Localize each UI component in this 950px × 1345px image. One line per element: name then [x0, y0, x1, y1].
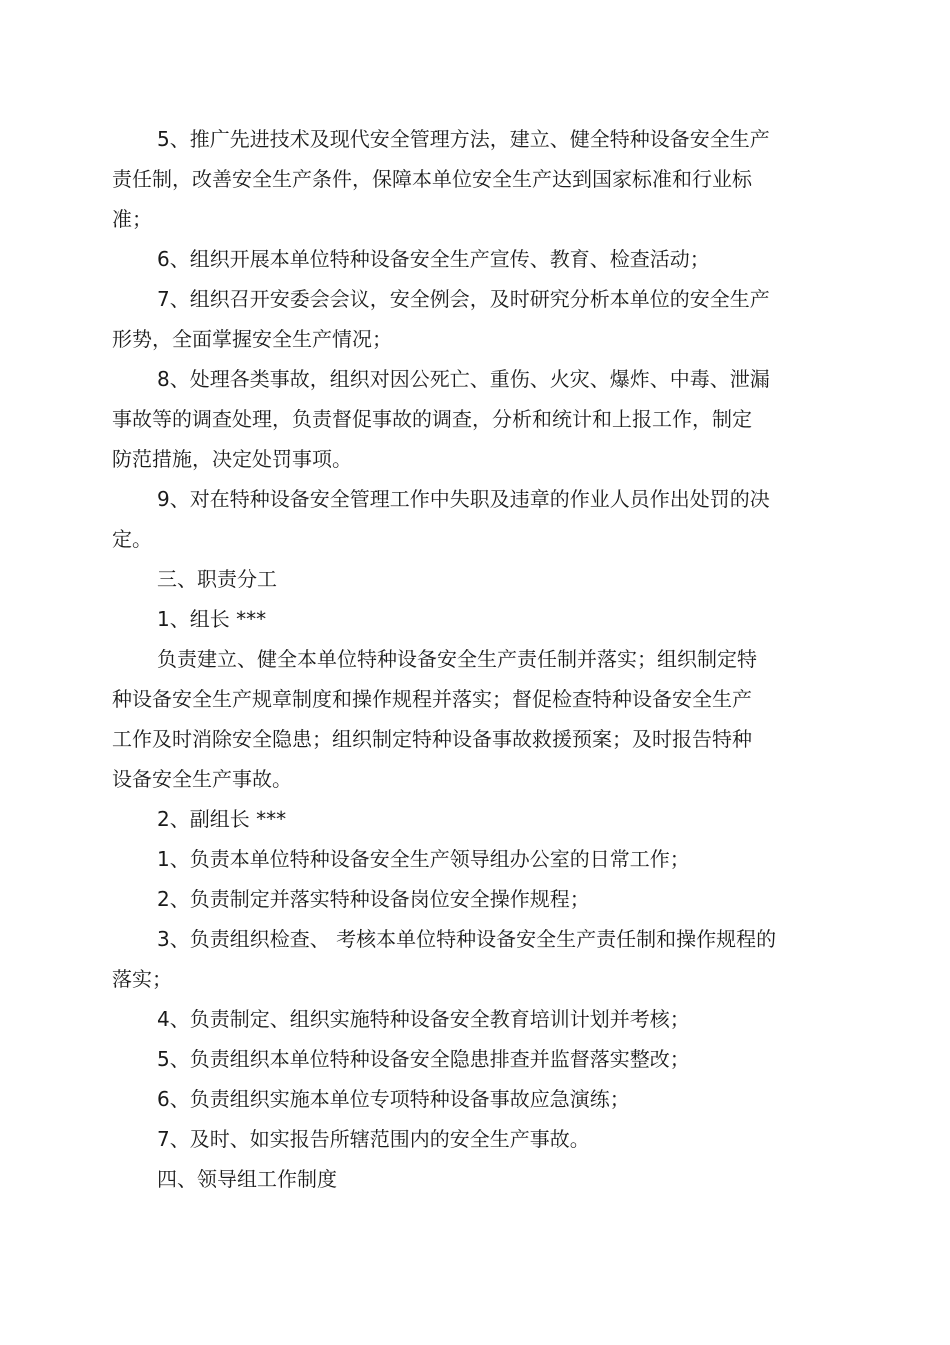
text-line: 种设备安全生产规章制度和操作规程并落实；督促检查特种设备安全生产: [112, 687, 752, 711]
subheading: 1、组长 ***: [157, 607, 267, 631]
section-heading-duties: [112, 559, 802, 599]
text-line: 落实；: [112, 967, 172, 991]
paragraph-item-6: [112, 239, 802, 279]
list-item: [112, 839, 802, 879]
paragraph-item-5: [112, 119, 802, 239]
subheading-deputy-leader: [112, 799, 802, 839]
text-line: 防范措施，决定处罚事项。: [112, 447, 352, 471]
list-item: [112, 919, 802, 999]
list-item: [112, 879, 802, 919]
subheading: 2、副组长 ***: [157, 807, 287, 831]
document-body: [112, 119, 802, 1199]
text-line: 定。: [112, 527, 152, 551]
text-line: 5、负责组织本单位特种设备安全隐患排查并监督落实整改；: [157, 1047, 690, 1071]
text-line: 1、负责本单位特种设备安全生产领导组办公室的日常工作；: [157, 847, 690, 871]
list-item: [112, 1119, 802, 1159]
text-line: 9、对在特种设备安全管理工作中失职及违章的作业人员作出处罚的决: [157, 487, 770, 511]
text-line: 7、及时、如实报告所辖范围内的安全生产事故。: [157, 1127, 590, 1151]
text-line: 事故等的调查处理，负责督促事故的调查，分析和统计和上报工作，制定: [112, 407, 752, 431]
text-line: 工作及时消除安全隐患；组织制定特种设备事故救援预案；及时报告特种: [112, 727, 752, 751]
paragraph-item-9: [112, 479, 802, 559]
text-line: 5、推广先进技术及现代安全管理方法，建立、健全特种设备安全生产: [157, 127, 770, 151]
text-line: 形势，全面掌握安全生产情况；: [112, 327, 392, 351]
paragraph-item-7: [112, 279, 802, 359]
text-line: 4、负责制定、组织实施特种设备安全教育培训计划并考核；: [157, 1007, 690, 1031]
text-line: 责任制，改善安全生产条件，保障本单位安全生产达到国家标准和行业标: [112, 167, 752, 191]
section-heading: 三、职责分工: [157, 567, 277, 591]
text-line: 负责建立、健全本单位特种设备安全生产责任制并落实；组织制定特: [157, 647, 757, 671]
text-line: 7、组织召开安委会会议，安全例会，及时研究分析本单位的安全生产: [157, 287, 770, 311]
text-line: 准；: [112, 207, 152, 231]
list-item: [112, 999, 802, 1039]
text-line: 设备安全生产事故。: [112, 767, 292, 791]
list-item: [112, 1039, 802, 1079]
section-heading: 四、领导组工作制度: [157, 1167, 337, 1191]
section-heading-work-rules: [112, 1159, 802, 1199]
text-line: 6、负责组织实施本单位专项特种设备事故应急演练；: [157, 1087, 630, 1111]
paragraph-item-8: [112, 359, 802, 479]
text-line: 3、负责组织检查、 考核本单位特种设备安全生产责任制和操作规程的: [157, 927, 777, 951]
list-item: [112, 1079, 802, 1119]
text-line: 2、负责制定并落实特种设备岗位安全操作规程；: [157, 887, 590, 911]
subheading-leader: [112, 599, 802, 639]
text-line: 8、处理各类事故，组织对因公死亡、重伤、火灾、爆炸、中毒、泄漏: [157, 367, 770, 391]
paragraph-leader-duties: [112, 639, 802, 799]
text-line: 6、组织开展本单位特种设备安全生产宣传、教育、检查活动；: [157, 247, 710, 271]
